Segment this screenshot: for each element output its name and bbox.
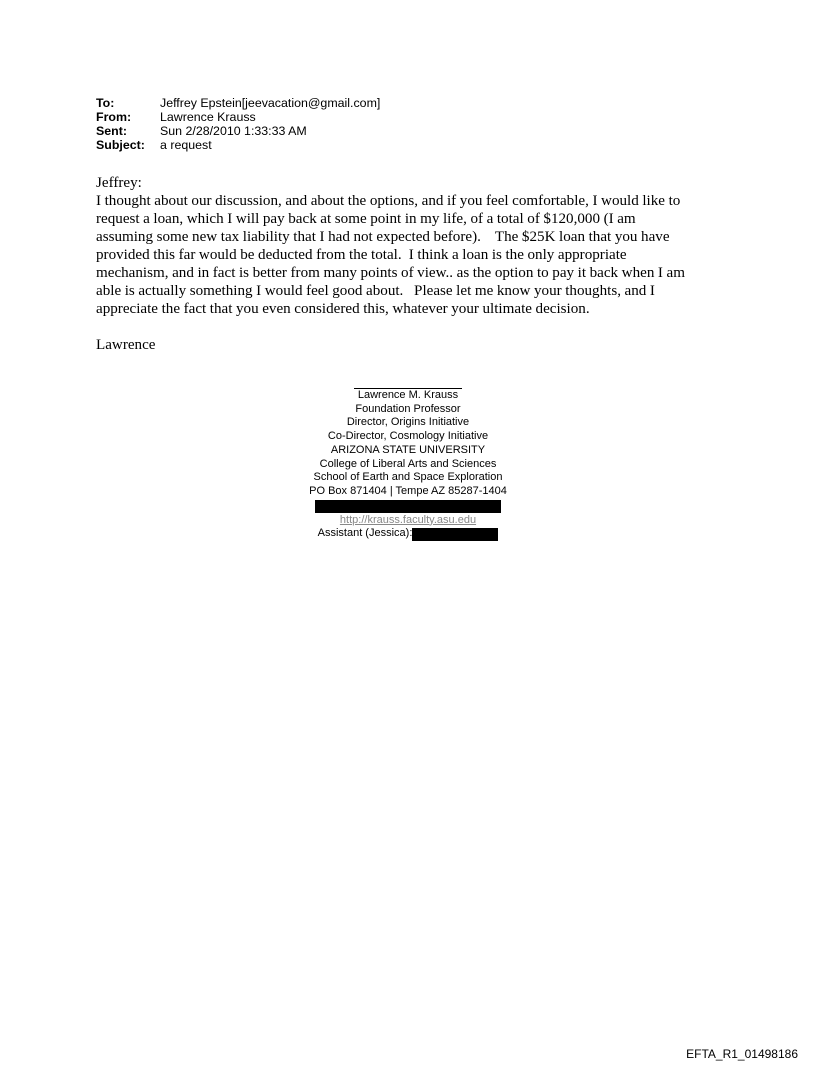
sent-value: Sun 2/28/2010 1:33:33 AM (160, 124, 307, 138)
sent-row (96, 124, 380, 138)
assistant-redaction-bar (412, 528, 498, 541)
to-label: To: (96, 96, 115, 110)
signature-line-5: College of Liberal Arts and Sciences (319, 457, 497, 470)
faculty-link[interactable]: http://krauss.faculty.asu.edu (339, 513, 477, 526)
signature-line-6: School of Earth and Space Exploration (313, 471, 503, 484)
document-id: EFTA_R1_01498186 (686, 1047, 798, 1061)
from-row (96, 110, 380, 124)
greeting: Jeffrey: (96, 175, 142, 191)
to-value: Jeffrey Epstein[jeevacation@gmail.com] (160, 96, 381, 110)
redaction-bar (315, 500, 501, 513)
body-line-6: able is actually something I would feel good about. Please let me know your thoughts, and I (96, 283, 655, 299)
signature-line-2: Director, Origins Initiative (346, 416, 470, 429)
body-line-4: provided this far would be deducted from the total. I think a loan is the only appropriate (96, 247, 627, 263)
subject-value: a request (160, 138, 212, 152)
signature-title: Foundation Professor (355, 402, 461, 415)
to-row (96, 96, 380, 110)
signature-name: Lawrence M. Krauss (357, 389, 459, 401)
signature-line-3: Co-Director, Cosmology Initiative (327, 430, 489, 443)
signature-line-4: ARIZONA STATE UNIVERSITY (330, 443, 486, 456)
body-line-7: appreciate the fact that you even considered this, whatever your ultimate decision. (96, 301, 590, 317)
body-line-3: assuming some new tax liability that I had not expected before). The $25K loan that you have (96, 229, 670, 245)
signature-link-row (258, 514, 558, 528)
from-value: Lawrence Krauss (160, 110, 256, 124)
closing: Lawrence (96, 337, 156, 353)
signature-line-7: PO Box 871404 | Tempe AZ 85287-1404 (309, 484, 507, 497)
assistant-row (258, 527, 558, 541)
body-line-5: mechanism, and in fact is better from many points of view.. as the option to pay it back when I am (96, 265, 685, 281)
email-header (96, 96, 380, 152)
from-label: From: (96, 110, 132, 124)
sent-label: Sent: (96, 124, 127, 138)
email-signature (258, 380, 558, 541)
subject-row (96, 138, 380, 152)
assistant-label: Assistant (Jessica): (317, 527, 413, 540)
subject-label: Subject: (96, 138, 145, 152)
body-line-2: request a loan, which I will pay back at some point in my life, of a total of $120,000 (I am (96, 211, 636, 227)
body-line-1: I thought about our discussion, and about the options, and if you feel comfortable, I would like to (96, 193, 681, 209)
email-body (96, 174, 736, 354)
